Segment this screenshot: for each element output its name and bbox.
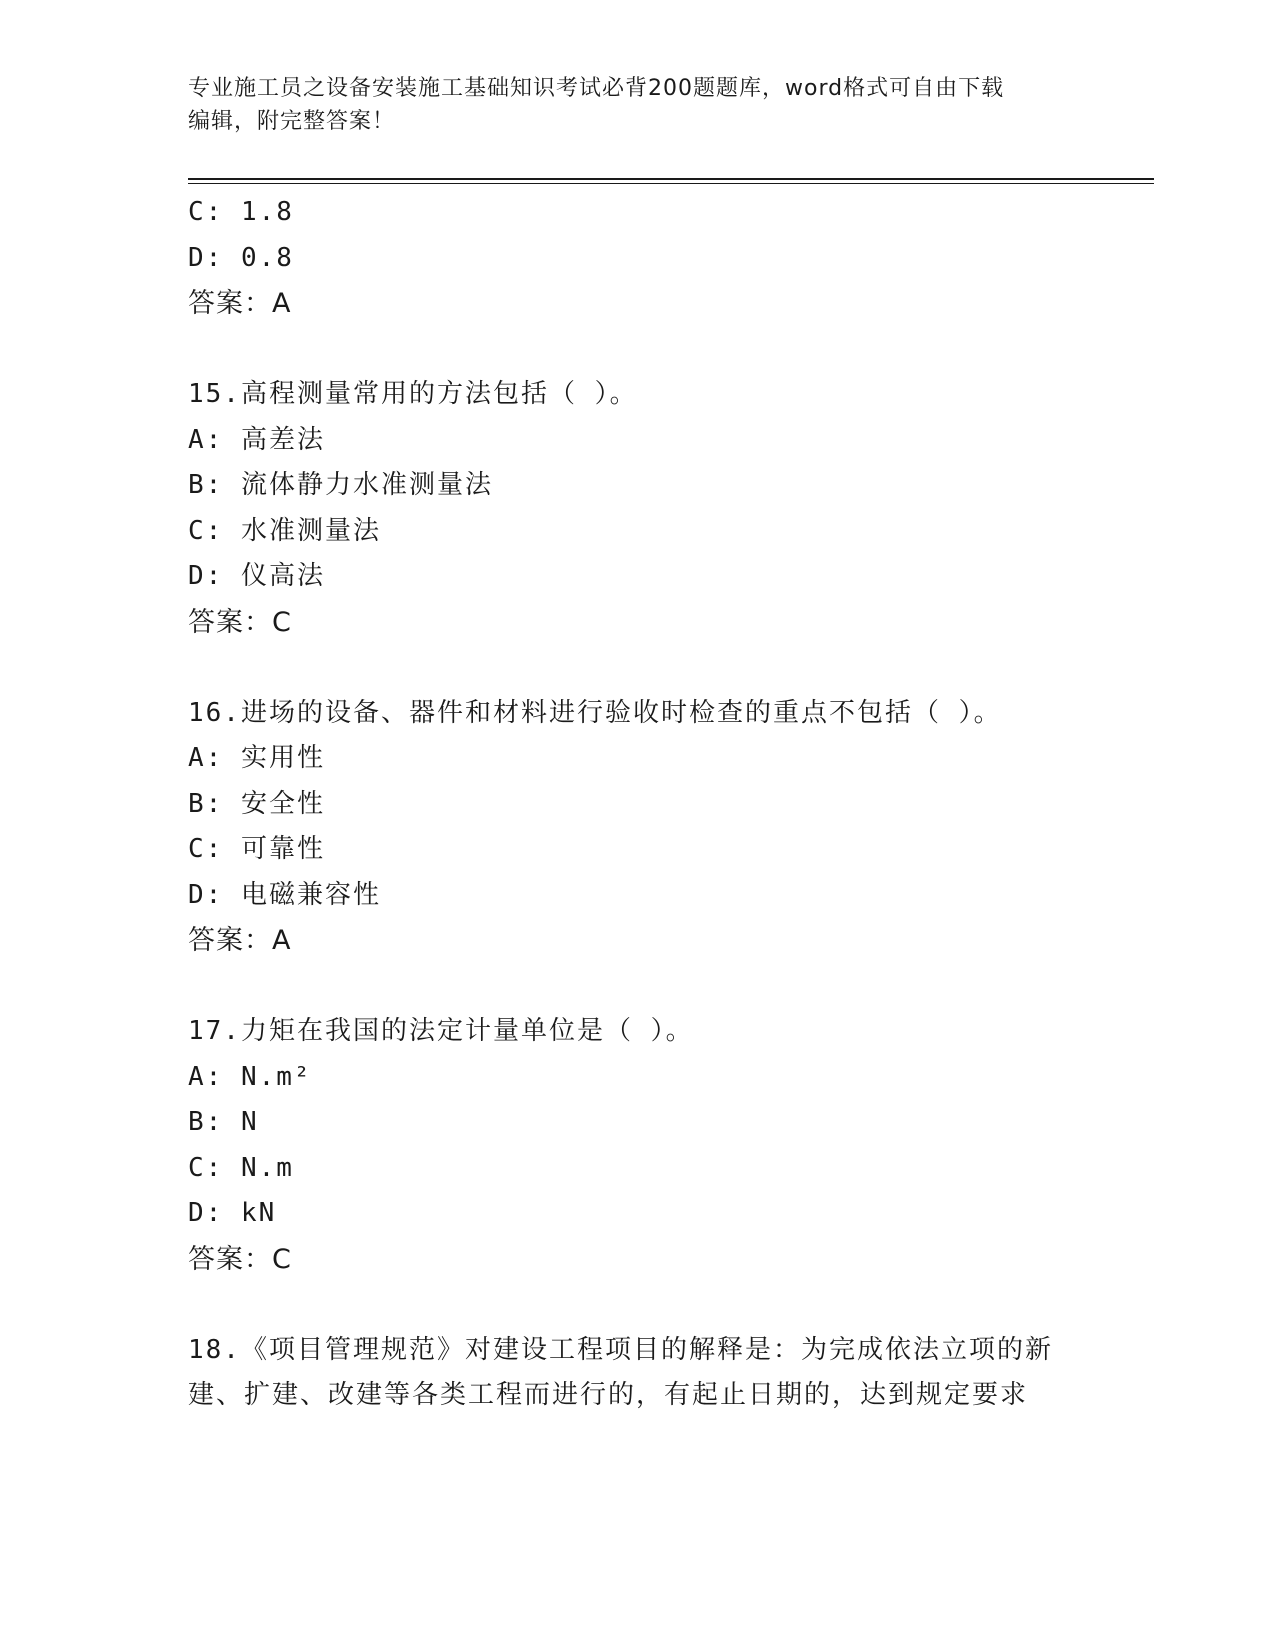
question-text: 16.进场的设备、器件和材料进行验收时检查的重点不包括（ ）。 <box>188 697 1002 728</box>
question-list <box>188 190 1088 1419</box>
header-title-line-1: 专业施工员之设备安装施工基础知识考试必背200题题库，word格式可自由下载 <box>188 76 1005 101</box>
question-16 <box>188 691 1088 964</box>
option-b: B: N <box>188 1107 259 1137</box>
answer: 答案：A <box>188 925 292 956</box>
option-a: A: N.m² <box>188 1061 312 1092</box>
spacer <box>188 964 1088 1010</box>
option-c: C: 可靠性 <box>188 834 325 864</box>
question-text: 17.力矩在我国的法定计量单位是（ ）。 <box>188 1016 694 1046</box>
question-17 <box>188 1009 1088 1282</box>
option-c: C: N.m <box>188 1152 294 1183</box>
spacer <box>188 645 1088 691</box>
question-18 <box>188 1328 1088 1419</box>
option-c: C: 1.8 <box>188 197 294 227</box>
spacer <box>188 1282 1088 1328</box>
question-text-line-2: 建、扩建、改建等各类工程而进行的，有起止日期的，达到规定要求 <box>188 1380 1029 1410</box>
header-divider-thick <box>188 178 1154 180</box>
spacer <box>188 327 1088 373</box>
option-b: B: 安全性 <box>188 788 325 819</box>
option-d: D: 0.8 <box>188 242 294 273</box>
document-header <box>188 72 1088 138</box>
header-divider-thin <box>188 183 1154 184</box>
header-title-line-2: 编辑，附完整答案！ <box>188 109 396 134</box>
option-d: D: 电磁兼容性 <box>188 879 381 910</box>
option-d: D: 仪高法 <box>188 561 325 591</box>
option-a: A: 高差法 <box>188 424 325 455</box>
option-a: A: 实用性 <box>188 743 325 773</box>
answer: 答案：C <box>188 1243 292 1275</box>
question-14 <box>188 190 1088 327</box>
option-b: B: 流体静力水准测量法 <box>188 470 493 500</box>
option-d: D: kN <box>188 1198 277 1228</box>
answer: 答案：A <box>188 288 292 319</box>
answer: 答案：C <box>188 606 292 638</box>
question-text: 15.高程测量常用的方法包括（ ）。 <box>188 379 638 409</box>
option-c: C: 水准测量法 <box>188 515 381 546</box>
question-15 <box>188 372 1088 645</box>
question-text-line-1: 18.《项目管理规范》对建设工程项目的解释是：为完成依法立项的新 <box>188 1334 1053 1365</box>
